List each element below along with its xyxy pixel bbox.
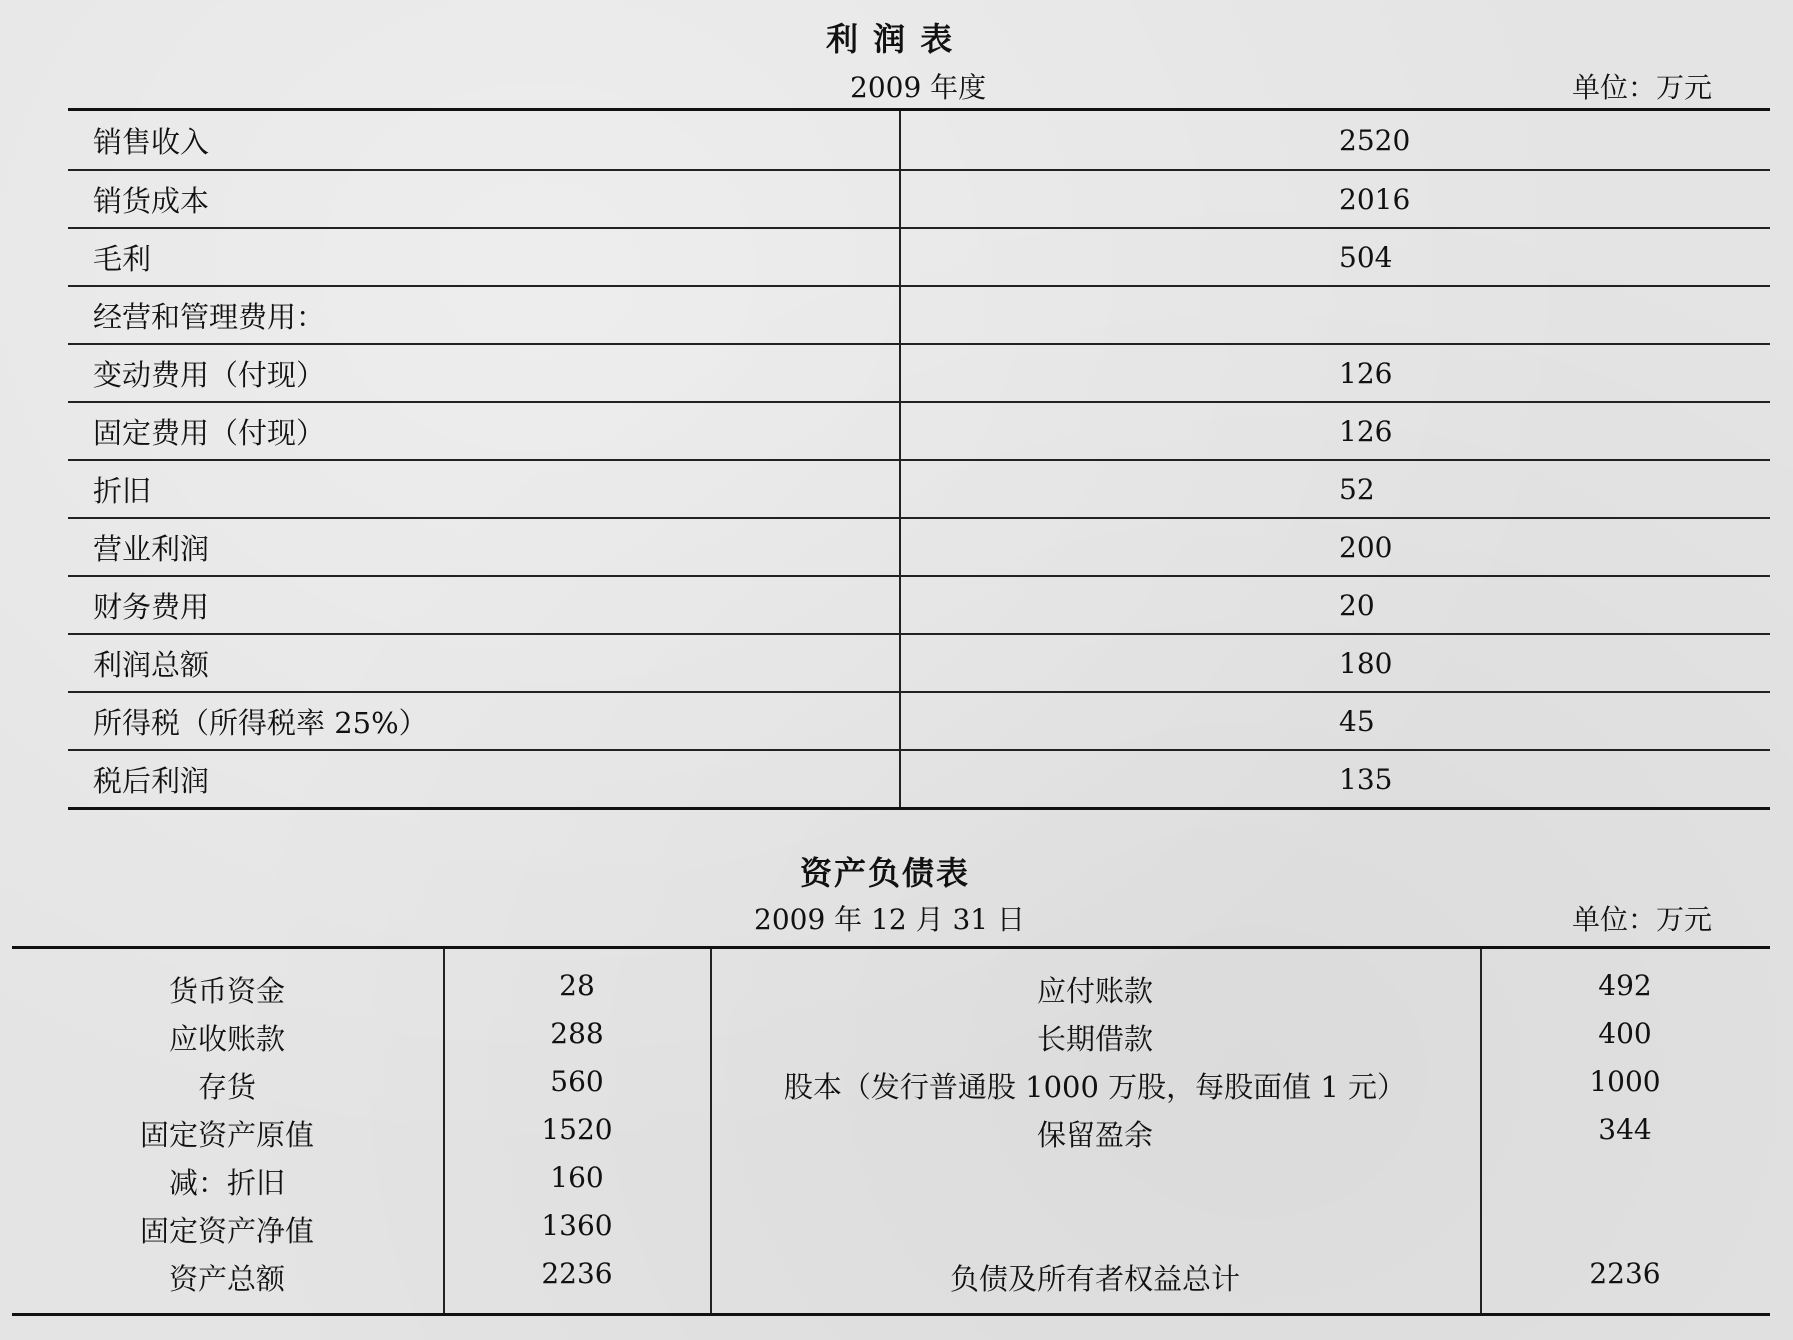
row-value: 2520 — [1339, 123, 1411, 157]
row-label: 销货成本 — [68, 171, 901, 227]
asset-label: 资产总额 — [168, 1262, 286, 1296]
row-label: 折旧 — [68, 461, 901, 517]
liability-label: 长期借款 — [1036, 1022, 1154, 1056]
liability-label: 股本（发行普通股 1000 万股，每股面值 1 元） — [783, 1070, 1407, 1104]
row-value: 180 — [1339, 646, 1393, 680]
table-row — [68, 401, 1770, 459]
table-row — [68, 343, 1770, 401]
row-label: 税后利润 — [68, 751, 901, 807]
asset-value: 160 — [550, 1161, 604, 1194]
row-value: 504 — [1339, 240, 1393, 274]
row-label: 销售收入 — [68, 111, 901, 169]
table-row — [68, 459, 1770, 517]
asset-label: 减：折旧 — [168, 1166, 286, 1200]
asset-label: 货币资金 — [168, 974, 286, 1008]
liability-value: 492 — [1598, 969, 1652, 1002]
total-value: 2236 — [1589, 1257, 1661, 1290]
row-value: 2016 — [1339, 182, 1411, 216]
table-row — [68, 575, 1770, 633]
row-value: 135 — [1339, 762, 1393, 796]
balance-sheet-table — [12, 946, 1770, 1316]
asset-value: 288 — [550, 1017, 604, 1050]
row-label: 毛利 — [68, 229, 901, 285]
liability-label: 应付账款 — [1036, 974, 1154, 1008]
liability-value: 1000 — [1589, 1065, 1661, 1098]
income-statement-table — [68, 108, 1770, 810]
asset-value: 560 — [550, 1065, 604, 1098]
column-divider — [443, 949, 445, 1313]
income-statement-unit: 单位：万元 — [1572, 71, 1713, 104]
table-row — [68, 169, 1770, 227]
asset-label: 存货 — [197, 1070, 257, 1104]
table-row — [68, 749, 1770, 807]
row-value: 20 — [1339, 588, 1375, 622]
asset-label: 固定资产净值 — [139, 1214, 315, 1248]
asset-value: 28 — [559, 969, 595, 1002]
asset-value: 2236 — [541, 1257, 613, 1290]
balance-sheet-unit: 单位：万元 — [1572, 903, 1713, 936]
balance-sheet-title: 资产负债表 — [800, 854, 971, 892]
liability-value: 400 — [1598, 1017, 1652, 1050]
column-divider — [1480, 949, 1482, 1313]
table-row — [68, 517, 1770, 575]
row-value: 200 — [1339, 530, 1393, 564]
row-value: 126 — [1339, 356, 1393, 390]
asset-label: 应收账款 — [168, 1022, 286, 1056]
income-statement-title: 利 润 表 — [826, 20, 955, 58]
table-row — [68, 691, 1770, 749]
table-row — [68, 285, 1770, 343]
row-value — [901, 287, 1770, 343]
asset-value: 1520 — [541, 1113, 613, 1146]
row-value: 45 — [1339, 704, 1375, 738]
asset-value: 1360 — [541, 1209, 613, 1242]
asset-label: 固定资产原值 — [139, 1118, 315, 1152]
row-label: 利润总额 — [68, 635, 901, 691]
row-value: 126 — [1339, 414, 1393, 448]
liability-value: 344 — [1598, 1113, 1652, 1146]
row-label: 经营和管理费用： — [68, 287, 901, 343]
row-label: 所得税（所得税率 25%） — [68, 693, 901, 749]
row-label: 营业利润 — [68, 519, 901, 575]
table-row — [68, 227, 1770, 285]
row-label: 变动费用（付现） — [68, 345, 901, 401]
table-row — [68, 633, 1770, 691]
liability-label: 保留盈余 — [1036, 1118, 1154, 1152]
total-label: 负债及所有者权益总计 — [949, 1262, 1241, 1296]
balance-sheet-date: 2009 年 12 月 31 日 — [754, 903, 1026, 936]
column-divider — [710, 949, 712, 1313]
row-label: 财务费用 — [68, 577, 901, 633]
table-row — [68, 111, 1770, 169]
income-statement-period: 2009 年度 — [850, 71, 987, 104]
row-value: 52 — [1339, 472, 1375, 506]
row-label: 固定费用（付现） — [68, 403, 901, 459]
